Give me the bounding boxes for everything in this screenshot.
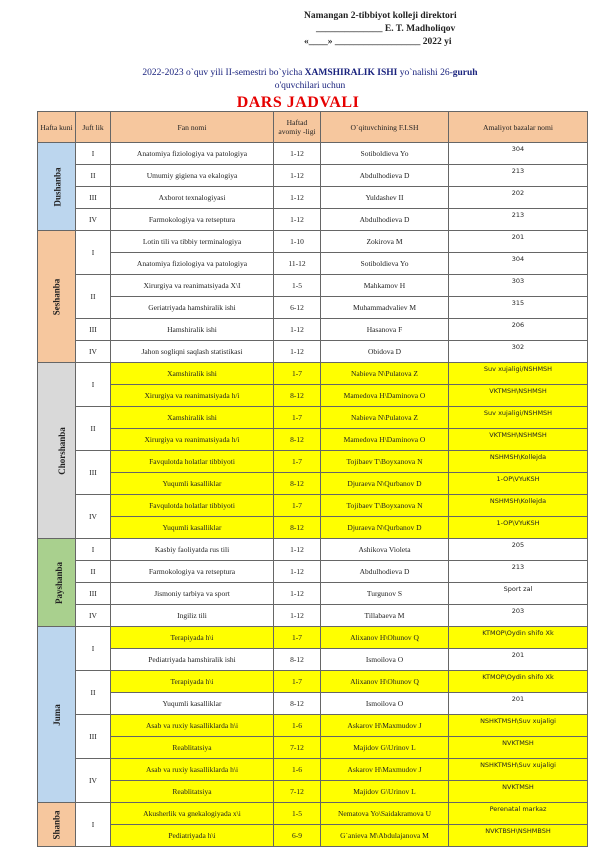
room-cell: VKTMSH\NSHMSH bbox=[449, 385, 588, 407]
pair-cell: I bbox=[76, 231, 111, 275]
pair-cell: I bbox=[76, 143, 111, 165]
hours-cell: 1-7 bbox=[274, 671, 321, 693]
subject-cell: Yuqumli kasalliklar bbox=[111, 473, 274, 495]
subject-cell: Jahon sogliqni saqlash statistikasi bbox=[111, 341, 274, 363]
header-subject: Fan nomi bbox=[111, 112, 274, 143]
subject-cell: Jismoniy tarbiya va sport bbox=[111, 583, 274, 605]
room-cell: NVKTMSH bbox=[449, 781, 588, 803]
day-cell-dushanba bbox=[38, 143, 76, 231]
hours-cell: 1-12 bbox=[274, 319, 321, 341]
table-row bbox=[38, 253, 588, 275]
day-cell-juma bbox=[38, 627, 76, 803]
pair-cell: II bbox=[76, 671, 111, 715]
subtitle-specialty: XAMSHIRALIK ISHI bbox=[304, 68, 398, 78]
approval-block bbox=[290, 10, 530, 49]
room-cell: 302 bbox=[449, 341, 588, 363]
teacher-cell: Abdulhodieva D bbox=[321, 561, 449, 583]
subject-cell: Umumiy gigiena va ekalogiya bbox=[111, 165, 274, 187]
room-cell: 201 bbox=[449, 693, 588, 715]
subtitle-group: guruh bbox=[452, 68, 478, 78]
subject-cell: Axborot texnalogiyasi bbox=[111, 187, 274, 209]
hours-cell: 8-12 bbox=[274, 517, 321, 539]
teacher-cell: Zokirova M bbox=[321, 231, 449, 253]
table-row bbox=[38, 319, 588, 341]
hours-cell: 1-5 bbox=[274, 275, 321, 297]
pair-cell: III bbox=[76, 715, 111, 759]
teacher-cell: Tojibaev T\Boyxanova N bbox=[321, 451, 449, 473]
subject-cell: Lotin tili va tibbiy terminalogiya bbox=[111, 231, 274, 253]
teacher-cell: Nematova Yo\Saidakramova U bbox=[321, 803, 449, 825]
hours-cell: 1-12 bbox=[274, 187, 321, 209]
day-label: Payshanba bbox=[54, 561, 65, 604]
subtitle-line2: o'quvchilari uchun bbox=[274, 81, 346, 91]
hours-cell: 1-7 bbox=[274, 407, 321, 429]
approval-title: Namangan 2-tibbiyot kolleji direktori bbox=[304, 11, 457, 21]
day-cell-chorshanba bbox=[38, 363, 76, 539]
subject-cell: Asab va ruxiy kasalliklarda h\i bbox=[111, 715, 274, 737]
subject-cell: Xamshiralik ishi bbox=[111, 363, 274, 385]
subject-cell: Reablitatsiya bbox=[111, 737, 274, 759]
teacher-cell: Majidov G\Urinov L bbox=[321, 781, 449, 803]
hours-cell: 1-12 bbox=[274, 209, 321, 231]
teacher-cell: Mamedova H\Daminova O bbox=[321, 429, 449, 451]
table-row bbox=[38, 583, 588, 605]
room-cell: NSHKTMSH\Suv xujaligi bbox=[449, 715, 588, 737]
room-cell: KTMOP\Oydin shifo Xk bbox=[449, 671, 588, 693]
teacher-cell: Ismoilova O bbox=[321, 693, 449, 715]
table-row bbox=[38, 231, 588, 253]
hours-cell: 7-12 bbox=[274, 781, 321, 803]
approval-signature-line: ______________ E. T. Madholiqov bbox=[316, 24, 456, 34]
table-row bbox=[38, 825, 588, 847]
hours-cell: 8-12 bbox=[274, 473, 321, 495]
room-cell: NSHMSH\Kollejda bbox=[449, 495, 588, 517]
teacher-cell: Hasanova F bbox=[321, 319, 449, 341]
subject-cell: Xamshiralik ishi bbox=[111, 407, 274, 429]
room-cell: 213 bbox=[449, 165, 588, 187]
hours-cell: 7-12 bbox=[274, 737, 321, 759]
table-row bbox=[38, 407, 588, 429]
room-cell: Suv xujaligi/NSHMSH bbox=[449, 363, 588, 385]
hours-cell: 1-7 bbox=[274, 363, 321, 385]
table-row bbox=[38, 737, 588, 759]
teacher-cell: Nabieva N\Pulatova Z bbox=[321, 407, 449, 429]
table-row bbox=[38, 363, 588, 385]
room-cell: NVKTBSH\NSHMBSH bbox=[449, 825, 588, 847]
table-row bbox=[38, 803, 588, 825]
teacher-cell: Mahkamov H bbox=[321, 275, 449, 297]
table-row bbox=[38, 143, 588, 165]
table-header-row bbox=[38, 112, 588, 143]
day-cell-shanba bbox=[38, 803, 76, 847]
table-row bbox=[38, 297, 588, 319]
subject-cell: Asab va ruxiy kasalliklarda h\i bbox=[111, 759, 274, 781]
table-row bbox=[38, 715, 588, 737]
hours-cell: 8-12 bbox=[274, 649, 321, 671]
subject-cell: Xirurgiya va reanimatsiyada h/i bbox=[111, 385, 274, 407]
table-row bbox=[38, 495, 588, 517]
hours-cell: 1-12 bbox=[274, 605, 321, 627]
teacher-cell: Askarov H\Maxmudov J bbox=[321, 759, 449, 781]
hours-cell: 1-12 bbox=[274, 539, 321, 561]
hours-cell: 1-12 bbox=[274, 165, 321, 187]
room-cell: 202 bbox=[449, 187, 588, 209]
hours-cell: 1-5 bbox=[274, 803, 321, 825]
approval-date-line: «____» __________________ 2022 yi bbox=[304, 37, 452, 47]
room-cell: KTMOP\Oydin shifo Xk bbox=[449, 627, 588, 649]
hours-cell: 1-6 bbox=[274, 715, 321, 737]
table-row bbox=[38, 429, 588, 451]
subject-cell: Farmokologiya va retseptura bbox=[111, 561, 274, 583]
header-day: Hafta kuni bbox=[38, 112, 76, 143]
teacher-cell: Muhammadvaliev M bbox=[321, 297, 449, 319]
subject-cell: Ingiliz tili bbox=[111, 605, 274, 627]
subject-cell: Farmokologiya va retseptura bbox=[111, 209, 274, 231]
schedule-table bbox=[37, 111, 588, 847]
subject-cell: Anatomiya fiziologiya va patologiya bbox=[111, 143, 274, 165]
teacher-cell: Sotiboldieva Yo bbox=[321, 253, 449, 275]
pair-cell: IV bbox=[76, 605, 111, 627]
subject-cell: Pediatriyada hamshiralik ishi bbox=[111, 649, 274, 671]
table-row bbox=[38, 759, 588, 781]
table-row bbox=[38, 517, 588, 539]
header-teacher: O`qituvchining F.I.SH bbox=[321, 112, 449, 143]
pair-cell: II bbox=[76, 407, 111, 451]
hours-cell: 1-12 bbox=[274, 561, 321, 583]
room-cell: Perenatal markaz bbox=[449, 803, 588, 825]
schedule-subtitle bbox=[40, 67, 580, 93]
teacher-cell: Askarov H\Maxmudov J bbox=[321, 715, 449, 737]
day-label: Dushanba bbox=[52, 166, 63, 207]
table-row bbox=[38, 385, 588, 407]
pair-cell: I bbox=[76, 627, 111, 671]
schedule-body bbox=[38, 143, 588, 847]
subject-cell: Reablitatsiya bbox=[111, 781, 274, 803]
room-cell: 203 bbox=[449, 605, 588, 627]
room-cell: 213 bbox=[449, 209, 588, 231]
table-row bbox=[38, 781, 588, 803]
subject-cell: Geriatriyada hamshiralik ishi bbox=[111, 297, 274, 319]
hours-cell: 8-12 bbox=[274, 429, 321, 451]
room-cell: 213 bbox=[449, 561, 588, 583]
table-row bbox=[38, 627, 588, 649]
pair-cell: II bbox=[76, 561, 111, 583]
table-row bbox=[38, 539, 588, 561]
subject-cell: Xirurgiya va reanimatsiyada X\I bbox=[111, 275, 274, 297]
hours-cell: 6-9 bbox=[274, 825, 321, 847]
teacher-cell: Abdulhodieva D bbox=[321, 165, 449, 187]
subject-cell: Kasbiy faoliyatda rus tili bbox=[111, 539, 274, 561]
room-cell: 201 bbox=[449, 649, 588, 671]
table-row bbox=[38, 275, 588, 297]
hours-cell: 1-7 bbox=[274, 451, 321, 473]
pair-cell: III bbox=[76, 319, 111, 341]
room-cell: Suv xujaligi/NSHMSH bbox=[449, 407, 588, 429]
hours-cell: 1-12 bbox=[274, 143, 321, 165]
subject-cell: Hamshiralik ishi bbox=[111, 319, 274, 341]
room-cell: VKTMSH\NSHMSH bbox=[449, 429, 588, 451]
teacher-cell: Mamedova H\Daminova O bbox=[321, 385, 449, 407]
room-cell: 304 bbox=[449, 253, 588, 275]
room-cell: 304 bbox=[449, 143, 588, 165]
room-cell: Sport zal bbox=[449, 583, 588, 605]
teacher-cell: Ashikova Violeta bbox=[321, 539, 449, 561]
pair-cell: I bbox=[76, 363, 111, 407]
room-cell: 205 bbox=[449, 539, 588, 561]
teacher-cell: Sotiboldieva Yo bbox=[321, 143, 449, 165]
header-hours: Haftad avomiy -ligi bbox=[274, 112, 321, 143]
table-row bbox=[38, 473, 588, 495]
room-cell: 303 bbox=[449, 275, 588, 297]
teacher-cell: Tillabaeva M bbox=[321, 605, 449, 627]
subject-cell: Yuqumli kasalliklar bbox=[111, 517, 274, 539]
teacher-cell: Yuldashev II bbox=[321, 187, 449, 209]
teacher-cell: G`anieva M\Abdulajanova M bbox=[321, 825, 449, 847]
subject-cell: Favqulotda holatlar tibbiyoti bbox=[111, 451, 274, 473]
subject-cell: Xirurgiya va reanimatsiyada h/i bbox=[111, 429, 274, 451]
day-label: Seshanba bbox=[51, 278, 62, 315]
subject-cell: Favqulotda holatlar tibbiyoti bbox=[111, 495, 274, 517]
table-row bbox=[38, 693, 588, 715]
day-label: Juma bbox=[51, 703, 62, 726]
pair-cell: IV bbox=[76, 759, 111, 803]
pair-cell: II bbox=[76, 165, 111, 187]
teacher-cell: Alixanov H\Ohunov Q bbox=[321, 627, 449, 649]
subject-cell: Terapiyada h\i bbox=[111, 671, 274, 693]
room-cell: NVKTMSH bbox=[449, 737, 588, 759]
subject-cell: Yuqumli kasalliklar bbox=[111, 693, 274, 715]
teacher-cell: Djuraeva N\Qurbanov D bbox=[321, 517, 449, 539]
table-row bbox=[38, 671, 588, 693]
table-row bbox=[38, 561, 588, 583]
hours-cell: 8-12 bbox=[274, 693, 321, 715]
table-row bbox=[38, 451, 588, 473]
table-row bbox=[38, 341, 588, 363]
pair-cell: III bbox=[76, 583, 111, 605]
teacher-cell: Nabieva N\Pulatova Z bbox=[321, 363, 449, 385]
room-cell: 206 bbox=[449, 319, 588, 341]
subject-cell: Akusherlik va gnekalogiyada x\i bbox=[111, 803, 274, 825]
room-cell: 315 bbox=[449, 297, 588, 319]
subtitle-part2: yo`nalishi 26- bbox=[397, 68, 453, 78]
header-room: Amaliyot bazalar nomi bbox=[449, 112, 588, 143]
day-label: Shanba bbox=[51, 809, 62, 840]
hours-cell: 1-6 bbox=[274, 759, 321, 781]
header-pair: Juft lik bbox=[76, 112, 111, 143]
teacher-cell: Turgunov S bbox=[321, 583, 449, 605]
hours-cell: 1-10 bbox=[274, 231, 321, 253]
teacher-cell: Majidov G\Urinov L bbox=[321, 737, 449, 759]
room-cell: NSHMSH\Kollejda bbox=[449, 451, 588, 473]
room-cell: 201 bbox=[449, 231, 588, 253]
room-cell: NSHKTMSH\Suv xujaligi bbox=[449, 759, 588, 781]
table-row bbox=[38, 649, 588, 671]
teacher-cell: Alixanov H\Ohunov Q bbox=[321, 671, 449, 693]
teacher-cell: Abdulhodieva D bbox=[321, 209, 449, 231]
pair-cell: I bbox=[76, 803, 111, 847]
hours-cell: 1-7 bbox=[274, 495, 321, 517]
hours-cell: 6-12 bbox=[274, 297, 321, 319]
pair-cell: IV bbox=[76, 209, 111, 231]
room-cell: 1-OP\VYuKSH bbox=[449, 517, 588, 539]
page-title: DARS JADVALI bbox=[236, 94, 360, 111]
teacher-cell: Tojibaev T\Boyxanova N bbox=[321, 495, 449, 517]
day-cell-payshanba bbox=[38, 539, 76, 627]
table-row bbox=[38, 209, 588, 231]
pair-cell: III bbox=[76, 187, 111, 209]
table-row bbox=[38, 187, 588, 209]
table-row bbox=[38, 165, 588, 187]
pair-cell: I bbox=[76, 539, 111, 561]
hours-cell: 8-12 bbox=[274, 385, 321, 407]
hours-cell: 1-7 bbox=[274, 627, 321, 649]
subject-cell: Anatomiya fiziologiya va patologiya bbox=[111, 253, 274, 275]
teacher-cell: Obidova D bbox=[321, 341, 449, 363]
day-label: Chorshanba bbox=[56, 426, 67, 475]
subtitle-part1: 2022-2023 o`quv yili II-semestri bo`yicha bbox=[142, 68, 305, 78]
hours-cell: 11-12 bbox=[274, 253, 321, 275]
pair-cell: IV bbox=[76, 495, 111, 539]
pair-cell: IV bbox=[76, 341, 111, 363]
room-cell: 1-OP\VYuKSH bbox=[449, 473, 588, 495]
table-row bbox=[38, 605, 588, 627]
pair-cell: III bbox=[76, 451, 111, 495]
subject-cell: Pediatriyada h\i bbox=[111, 825, 274, 847]
teacher-cell: Djuraeva N\Qurbanov D bbox=[321, 473, 449, 495]
teacher-cell: Ismoilova O bbox=[321, 649, 449, 671]
hours-cell: 1-12 bbox=[274, 583, 321, 605]
pair-cell: II bbox=[76, 275, 111, 319]
subject-cell: Terapiyada h\i bbox=[111, 627, 274, 649]
hours-cell: 1-12 bbox=[274, 341, 321, 363]
day-cell-seshanba bbox=[38, 231, 76, 363]
